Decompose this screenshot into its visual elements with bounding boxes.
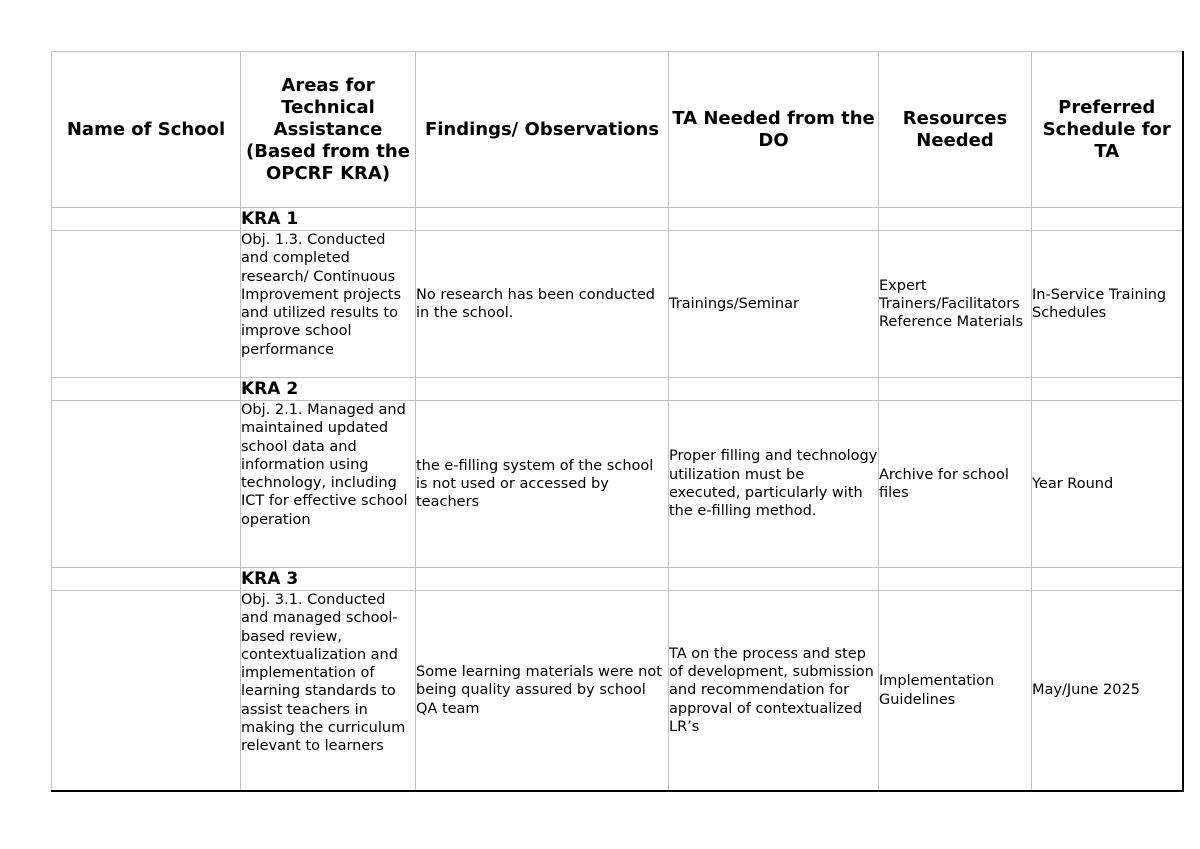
kra-empty-cell: [669, 568, 879, 591]
kra-empty-cell: [416, 378, 669, 401]
kra-row: [52, 378, 1183, 401]
header-row: [52, 52, 1183, 208]
kra-empty-cell: [1032, 568, 1183, 591]
schedule-cell: Year Round: [1032, 401, 1183, 568]
objective-cell: Obj. 2.1. Managed and maintained updated school data and information using technology, including ICT for effective school operation: [241, 401, 416, 568]
kra-empty-cell: [52, 378, 241, 401]
table-row: [52, 231, 1183, 378]
ta-needed-cell: Trainings/Seminar: [669, 231, 879, 378]
kra-2-label: KRA 2: [241, 378, 416, 401]
kra-empty-cell: [1032, 378, 1183, 401]
kra-empty-cell: [879, 208, 1032, 231]
resources-cell: Implementation Guidelines: [879, 591, 1032, 792]
header-schedule: Preferred Schedule for TA: [1032, 52, 1183, 208]
table-row: [52, 591, 1183, 792]
table-row: [52, 401, 1183, 568]
header-resources: Resources Needed: [879, 52, 1032, 208]
kra-row: [52, 568, 1183, 591]
findings-cell: No research has been conducted in the school.: [416, 231, 669, 378]
kra-empty-cell: [669, 378, 879, 401]
findings-cell: Some learning materials were not being quality assured by school QA team: [416, 591, 669, 792]
kra-empty-cell: [52, 208, 241, 231]
resources-cell: Expert Trainers/Facilitators Reference Materials: [879, 231, 1032, 378]
header-findings: Findings/ Observations: [416, 52, 669, 208]
schedule-cell: In-Service Training Schedules: [1032, 231, 1183, 378]
kra-empty-cell: [416, 568, 669, 591]
objective-cell: Obj. 1.3. Conducted and completed research/ Continuous Improvement projects and utilized results to improve school performance: [241, 231, 416, 378]
school-cell: [52, 401, 241, 568]
kra-empty-cell: [416, 208, 669, 231]
technical-assistance-table: [51, 51, 1184, 792]
kra-empty-cell: [52, 568, 241, 591]
kra-empty-cell: [1032, 208, 1183, 231]
resources-cell: Archive for school files: [879, 401, 1032, 568]
findings-cell: the e-filling system of the school is not used or accessed by teachers: [416, 401, 669, 568]
school-cell: [52, 231, 241, 378]
header-name-of-school: Name of School: [52, 52, 241, 208]
header-areas-for-ta: Areas for Technical Assistance (Based from the OPCRF KRA): [241, 52, 416, 208]
kra-empty-cell: [879, 378, 1032, 401]
kra-empty-cell: [669, 208, 879, 231]
ta-needed-cell: Proper filling and technology utilization must be executed, particularly with the e-filling method.: [669, 401, 879, 568]
kra-row: [52, 208, 1183, 231]
schedule-cell: May/June 2025: [1032, 591, 1183, 792]
header-ta-needed: TA Needed from the DO: [669, 52, 879, 208]
kra-empty-cell: [879, 568, 1032, 591]
ta-needed-cell: TA on the process and step of development, submission and recommendation for approval of contextualized LR’s: [669, 591, 879, 792]
school-cell: [52, 591, 241, 792]
kra-3-label: KRA 3: [241, 568, 416, 591]
kra-1-label: KRA 1: [241, 208, 416, 231]
objective-cell: Obj. 3.1. Conducted and managed school-based review, contextualization and implementation of learning standards to assist teachers in making the curriculum relevant to learners: [241, 591, 416, 792]
